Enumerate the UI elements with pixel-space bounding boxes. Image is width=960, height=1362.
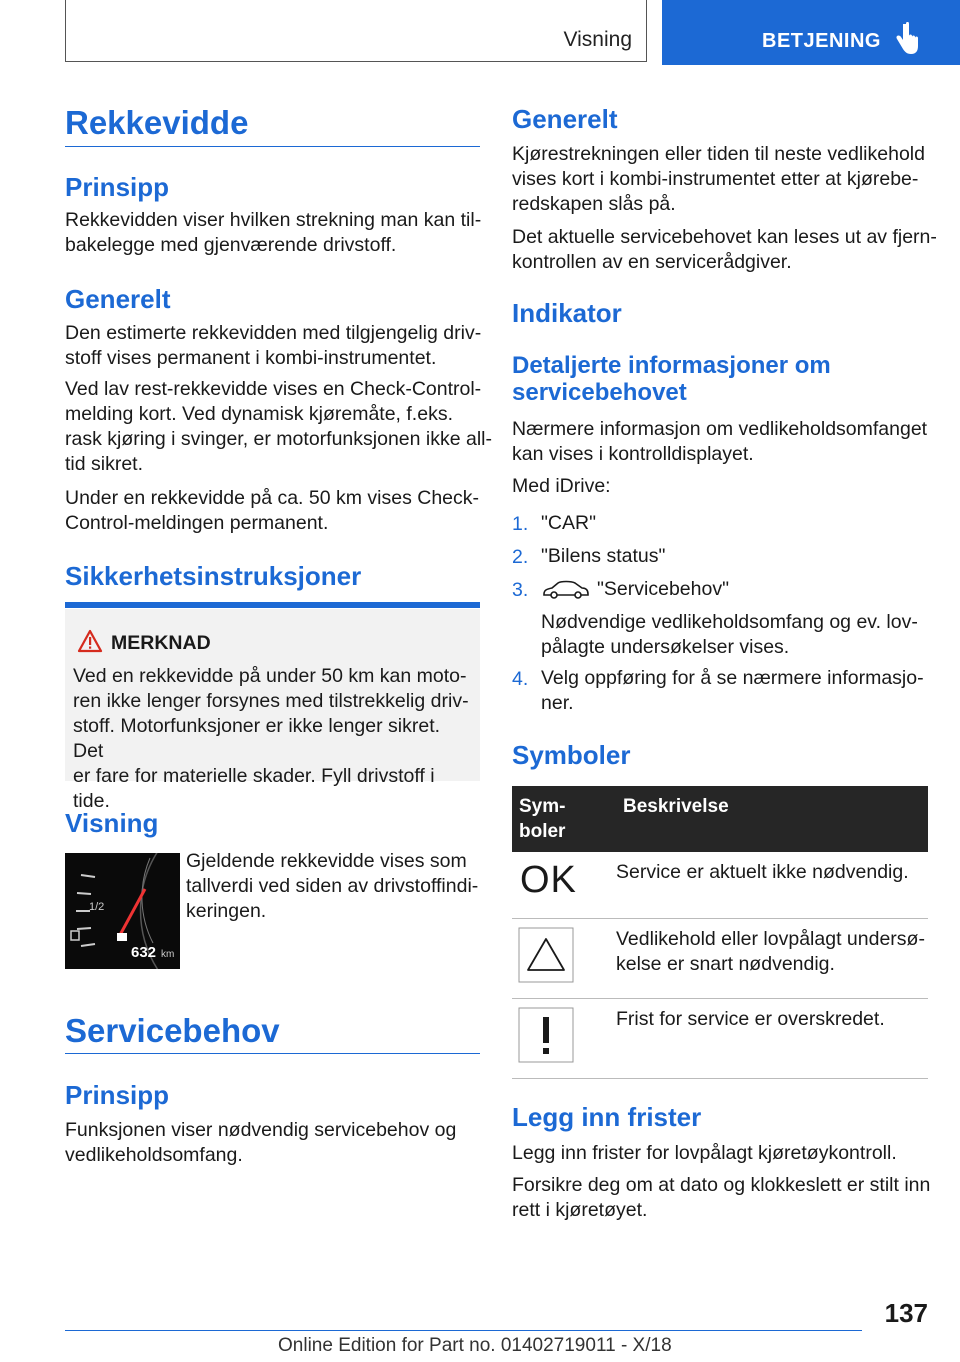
heading-prinsipp: Prinsipp: [65, 172, 170, 202]
heading-detaljerte: Detaljerte informasjoner om servicebehovet: [512, 352, 831, 406]
heading-symboler: Symboler: [512, 740, 631, 770]
heading-generelt: Generelt: [65, 284, 171, 314]
heading-legg-inn-frister: Legg inn frister: [512, 1102, 702, 1132]
table-row: [512, 918, 928, 998]
tab-visning[interactable]: [65, 0, 647, 62]
divider: [65, 146, 480, 147]
table-header-row: [512, 786, 928, 852]
footer-edition: Online Edition for Part no. 01402719011 - X/18: [278, 1335, 672, 1356]
list-item: "Bilens status": [541, 545, 666, 567]
table-row: [512, 852, 928, 918]
table-cell: Frist for service er overskredet.: [616, 998, 928, 1078]
heading-rekkevidde: Rekkevidde: [65, 104, 249, 141]
list-number: 4.: [512, 668, 529, 690]
table-cell: Service er aktuelt ikke nødvendig.: [616, 852, 928, 918]
ok-symbol: OK: [520, 859, 577, 901]
heading-indikator: Indikator: [512, 298, 622, 328]
tab-betjening-label: BETJENING: [762, 30, 881, 52]
paragraph: Under en rekkevidde på ca. 50 km vises Check- Control-meldingen permanent.: [65, 487, 480, 534]
warning-triangle-icon: [518, 927, 574, 983]
instrument-cluster-image: [65, 853, 180, 969]
warning-text: Ved en rekkevidde på under 50 km kan moto- ren ikke lenger forsynes med tilstrekkelig driv- stoff. Motorfunksjoner er ikke lenger sikret. Det er fare for materielle skader. Fyll drivstoff i tide.: [73, 665, 469, 812]
divider: [65, 1053, 480, 1054]
tab-betjening[interactable]: [662, 0, 960, 65]
table-cell: Vedlikehold eller lovpålagt undersø- kelse er snart nødvendig.: [616, 918, 928, 998]
page-number: 137: [884, 1298, 928, 1328]
list-subtext: Nødvendige vedlikeholdsomfang og ev. lov- pålagte undersøkelser vises.: [541, 611, 918, 658]
symbols-table: [512, 786, 928, 1079]
list-item: "CAR": [541, 512, 597, 534]
table-header-symbol: Sym- boler: [512, 786, 616, 852]
table-header-description: Beskrivelse: [616, 786, 928, 852]
tab-visning-label: Visning: [563, 28, 632, 51]
warning-title: MERKNAD: [111, 632, 211, 654]
list-number: 3.: [512, 579, 529, 601]
paragraph: Kjørestrekningen eller tiden til neste vedlikehold vises kort i kombi-instrumentet etter at kjørebe- redskapen slås på.: [512, 143, 925, 215]
paragraph: Gjeldende rekkevidde vises som tallverdi ved siden av drivstoffindi- keringen.: [186, 850, 479, 922]
cluster-range-unit: km: [161, 949, 175, 960]
car-icon: [541, 580, 591, 600]
warning-triangle-icon: [77, 629, 103, 653]
heading-prinsipp: Prinsipp: [65, 1080, 170, 1110]
paragraph: Med iDrive:: [512, 475, 611, 497]
cluster-half-label: 1/2: [89, 901, 105, 913]
heading-servicebehov: Servicebehov: [65, 1012, 280, 1049]
heading-generelt: Generelt: [512, 104, 618, 134]
table-row: [512, 998, 928, 1078]
footer-divider: [65, 1330, 862, 1331]
hand-pointer-icon: [894, 22, 920, 56]
exclamation-icon: [518, 1007, 574, 1063]
list-item: Velg oppføring for å se nærmere informasjo- ner.: [541, 667, 924, 714]
list-number: 2.: [512, 546, 529, 568]
list-number: 1.: [512, 513, 529, 535]
paragraph: Det aktuelle servicebehovet kan leses ut av fjern- kontrollen av en servicerådgiver.: [512, 226, 937, 273]
paragraph: Den estimerte rekkevidden med tilgjengelig driv- stoff vises permanent i kombi-instrumentet.: [65, 322, 482, 369]
warning-box: [65, 609, 480, 812]
paragraph: Forsikre deg om at dato og klokkeslett er stilt inn rett i kjøretøyet.: [512, 1174, 931, 1221]
paragraph: Ved lav rest-rekkevidde vises en Check-Control- melding kort. Ved dynamisk kjøremåte, f.eks. rask kjøring i svinger, er motorfunksjonen ikke all- tid sikret.: [65, 378, 492, 475]
divider-thick: [65, 602, 480, 608]
paragraph: Legg inn frister for lovpålagt kjøretøykontroll.: [512, 1142, 897, 1164]
list-item: "Servicebehov": [597, 578, 729, 600]
heading-visning: Visning: [65, 808, 159, 838]
paragraph: Rekkevidden viser hvilken strekning man kan til- bakelegge med gjenværende drivstoff.: [65, 209, 482, 256]
cluster-range-value: 632: [131, 944, 157, 961]
heading-sikkerhet: Sikkerhetsinstruksjoner: [65, 561, 362, 591]
paragraph: Nærmere informasjon om vedlikeholdsomfanget kan vises i kontrolldisplayet.: [512, 418, 928, 465]
paragraph: Funksjonen viser nødvendig servicebehov og vedlikeholdsomfang.: [65, 1119, 457, 1166]
